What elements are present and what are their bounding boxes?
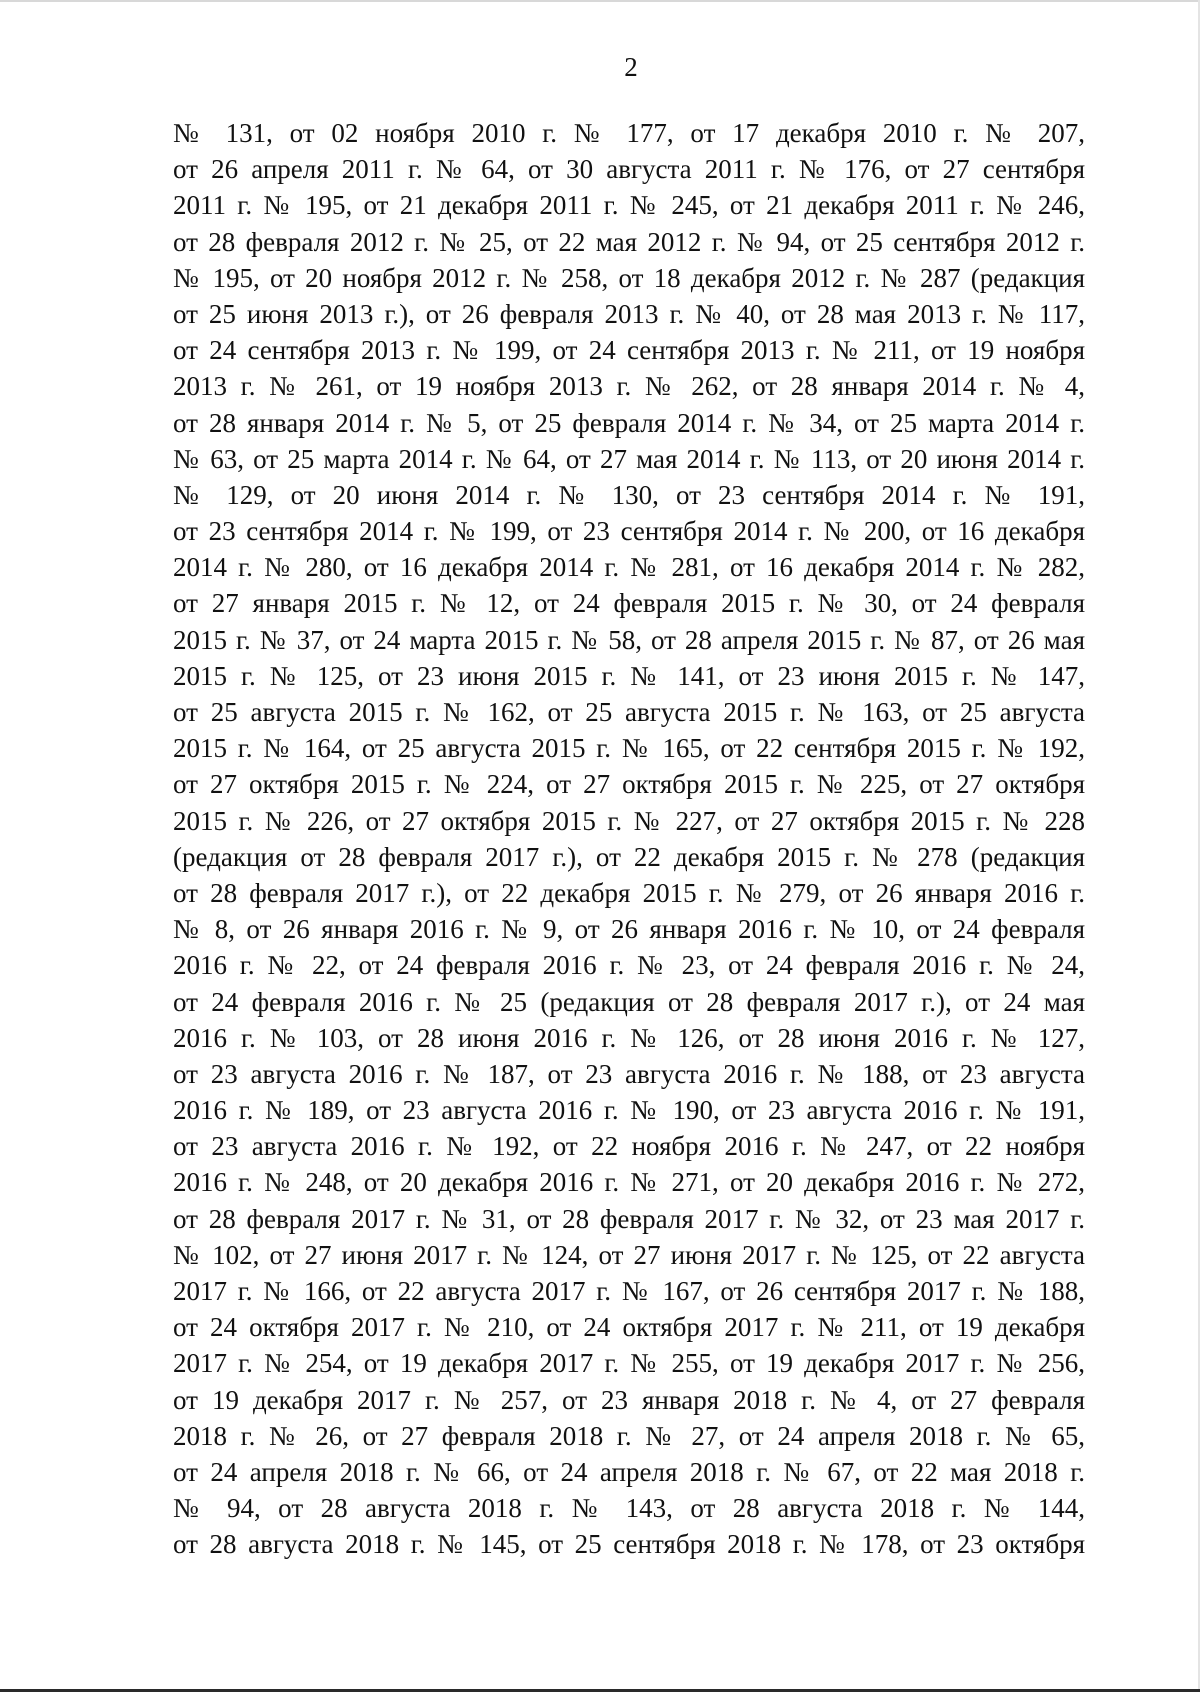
text-line: от 27 января 2015 г. № 12, от 24 февраля 2015 г. № 30, от 24 февраля	[173, 588, 1085, 619]
text-line: 2017 г. № 254, от 19 декабря 2017 г. № 255, от 19 декабря 2017 г. № 256,	[173, 1348, 1085, 1379]
page-number: 2	[624, 52, 638, 82]
text-line: от 23 августа 2016 г. № 187, от 23 августа 2016 г. № 188, от 23 августа	[173, 1058, 1085, 1089]
text-line: 2014 г. № 280, от 16 декабря 2014 г. № 281, от 16 декабря 2014 г. № 282,	[173, 552, 1085, 583]
text-line: 2016 г. № 189, от 23 августа 2016 г. № 190, от 23 августа 2016 г. № 191,	[173, 1095, 1085, 1126]
text-line: № 131, от 02 ноября 2010 г. № 177, от 17 декабря 2010 г. № 207,	[173, 118, 1085, 148]
text-line: 2015 г. № 125, от 23 июня 2015 г. № 141, от 23 июня 2015 г. № 147,	[173, 660, 1085, 691]
text-line: 2016 г. № 248, от 20 декабря 2016 г. № 271, от 20 декабря 2016 г. № 272,	[173, 1167, 1085, 1198]
text-line: 2011 г. № 195, от 21 декабря 2011 г. № 245, от 21 декабря 2011 г. № 246,	[173, 190, 1085, 221]
text-line: от 24 сентября 2013 г. № 199, от 24 сентября 2013 г. № 211, от 19 ноября	[173, 335, 1085, 366]
text-line: от 28 февраля 2012 г. № 25, от 22 мая 2012 г. № 94, от 25 сентября 2012 г.	[173, 226, 1085, 257]
text-line: № 102, от 27 июня 2017 г. № 124, от 27 июня 2017 г. № 125, от 22 августа	[173, 1239, 1085, 1270]
text-line: от 23 августа 2016 г. № 192, от 22 ноября 2016 г. № 247, от 22 ноября	[173, 1131, 1085, 1162]
text-line: № 94, от 28 августа 2018 г. № 143, от 28 августа 2018 г. № 144,	[173, 1493, 1085, 1524]
text-line: 2016 г. № 22, от 24 февраля 2016 г. № 23, от 24 февраля 2016 г. № 24,	[173, 950, 1085, 981]
text-line: от 24 февраля 2016 г. № 25 (редакция от 28 февраля 2017 г.), от 24 мая	[173, 986, 1085, 1017]
scan-edge-top	[0, 0, 1200, 2]
text-line: от 28 августа 2018 г. № 145, от 25 сентября 2018 г. № 178, от 23 октября	[173, 1529, 1085, 1560]
text-line: от 28 февраля 2017 г.), от 22 декабря 2015 г. № 279, от 26 января 2016 г.	[173, 877, 1085, 908]
text-line: 2016 г. № 103, от 28 июня 2016 г. № 126, от 28 июня 2016 г. № 127,	[173, 1022, 1085, 1053]
text-line: № 63, от 25 марта 2014 г. № 64, от 27 мая 2014 г. № 113, от 20 июня 2014 г.	[173, 443, 1085, 474]
text-line: от 19 декабря 2017 г. № 257, от 23 января 2018 г. № 4, от 27 февраля	[173, 1384, 1085, 1415]
text-line: № 195, от 20 ноября 2012 г. № 258, от 18 декабря 2012 г. № 287 (редакция	[173, 262, 1085, 293]
text-line: от 26 апреля 2011 г. № 64, от 30 августа 2011 г. № 176, от 27 сентября	[173, 154, 1085, 185]
text-line: № 129, от 20 июня 2014 г. № 130, от 23 сентября 2014 г. № 191,	[173, 479, 1085, 510]
text-line: от 24 октября 2017 г. № 210, от 24 октября 2017 г. № 211, от 19 декабря	[173, 1312, 1085, 1343]
text-line: 2018 г. № 26, от 27 февраля 2018 г. № 27, от 24 апреля 2018 г. № 65,	[173, 1420, 1085, 1451]
text-line: № 8, от 26 января 2016 г. № 9, от 26 января 2016 г. № 10, от 24 февраля	[173, 914, 1085, 945]
text-line: от 28 февраля 2017 г. № 31, от 28 февраля 2017 г. № 32, от 23 мая 2017 г.	[173, 1203, 1085, 1234]
text-line: 2015 г. № 37, от 24 марта 2015 г. № 58, от 28 апреля 2015 г. № 87, от 26 мая	[173, 624, 1085, 655]
text-line: от 23 сентября 2014 г. № 199, от 23 сентября 2014 г. № 200, от 16 декабря	[173, 516, 1085, 547]
text-line: 2015 г. № 164, от 25 августа 2015 г. № 165, от 22 сентября 2015 г. № 192,	[173, 733, 1085, 764]
text-line: 2017 г. № 166, от 22 августа 2017 г. № 167, от 26 сентября 2017 г. № 188,	[173, 1276, 1085, 1306]
text-line: 2015 г. № 226, от 27 октября 2015 г. № 227, от 27 октября 2015 г. № 228	[173, 805, 1085, 836]
text-line: от 25 августа 2015 г. № 162, от 25 августа 2015 г. № 163, от 25 августа	[173, 697, 1085, 727]
text-line: от 24 апреля 2018 г. № 66, от 24 апреля 2018 г. № 67, от 22 мая 2018 г.	[173, 1456, 1085, 1487]
text-line: (редакция от 28 февраля 2017 г.), от 22 декабря 2015 г. № 278 (редакция	[173, 841, 1085, 872]
text-line: от 28 января 2014 г. № 5, от 25 февраля 2014 г. № 34, от 25 марта 2014 г.	[173, 407, 1085, 438]
text-line: от 27 октября 2015 г. № 224, от 27 октября 2015 г. № 225, от 27 октября	[173, 769, 1085, 800]
text-line: 2013 г. № 261, от 19 ноября 2013 г. № 262, от 28 января 2014 г. № 4,	[173, 371, 1085, 402]
text-line: от 25 июня 2013 г.), от 26 февраля 2013 г. № 40, от 28 мая 2013 г. № 117,	[173, 298, 1085, 329]
body-text	[173, 115, 1085, 1563]
